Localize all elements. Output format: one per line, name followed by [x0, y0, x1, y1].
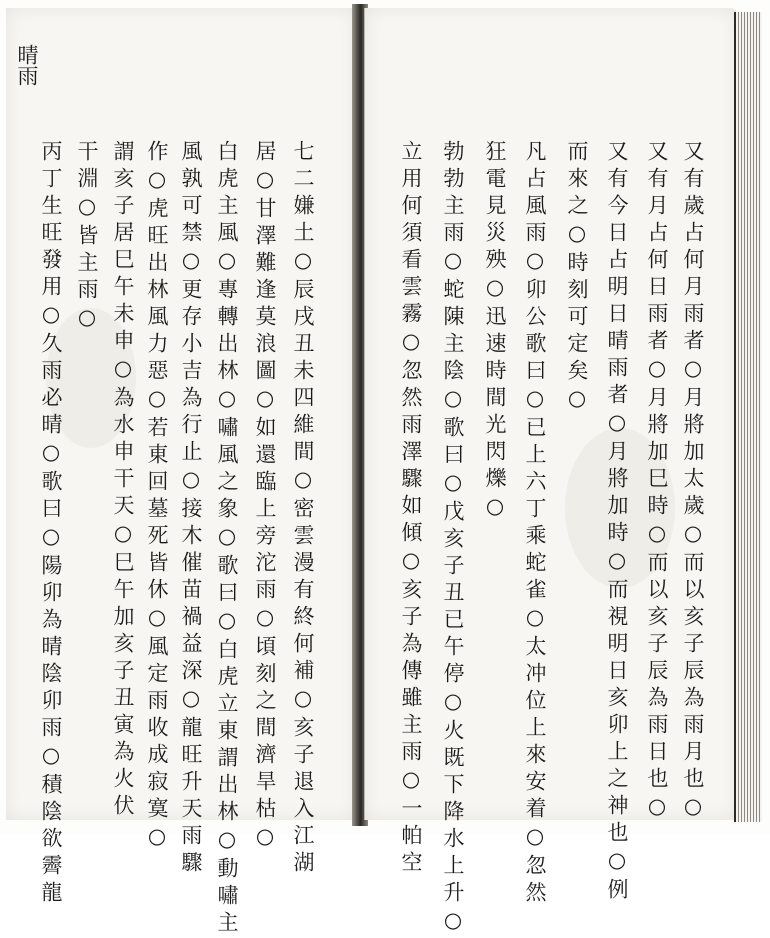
text-column: 凡占風雨○卯公歌曰○已上六丁乘蛇雀○太冲位上來安着○忽然	[523, 140, 547, 908]
text-column: 又有今日占明日晴雨者○月將加時○而視明日亥卯上之神也○例	[605, 140, 629, 905]
text-column: 又有歲占何月雨者○月將加太歲○而以亥子辰為雨月也○	[681, 140, 705, 824]
text-column: 白虎主風○專轉出林○嘯風之象○歌曰○白虎立東謂出林○動嘯主	[215, 140, 239, 938]
page-edges	[734, 12, 762, 822]
text-column: 勃勃主雨○蛇陳主陰○歌曰○戊亥子丑已午停○火既下降水上升○	[441, 140, 465, 938]
text-column: 謂亥子居巳午未申○為水申干天○巳午加亥子丑寅為火伏	[111, 140, 135, 821]
text-column: 干淵○皆主雨○	[75, 140, 99, 335]
text-column: 立用何須看雲霧○忽然雨澤驟如傾○亥子為傳雖主雨○一帕空	[399, 140, 423, 878]
margin-label: 晴雨	[15, 44, 39, 86]
text-column: 風孰可禁○更存小吉為行止○接木催苗禍益深○龍旺升天雨驟	[179, 140, 203, 878]
text-column: 作○虎旺出林風力惡○若東回墓死皆休○風定雨收成寂寞○	[145, 140, 169, 854]
text-column: 丙丁生旺發用○久雨必晴○歌曰○陽卯為晴陰卯雨○積陰欲霽龍	[39, 140, 63, 908]
text-column: 居○甘澤難逢莫浪圖○如還臨上旁沱雨○頃刻之間濟旱枯○	[253, 140, 277, 854]
text-column: 狂電見災殃○迅速時間光閃爍○	[483, 140, 507, 524]
text-column: 七二嫌土○辰戌丑未四維間○密雲漫有終何補○亥子退入江湖	[291, 140, 315, 878]
text-column: 而來之○時刻可定矣○	[565, 140, 589, 416]
text-column: 又有月占何日雨者○月將加巳時○而以亥子辰為雨日也○	[645, 140, 669, 824]
